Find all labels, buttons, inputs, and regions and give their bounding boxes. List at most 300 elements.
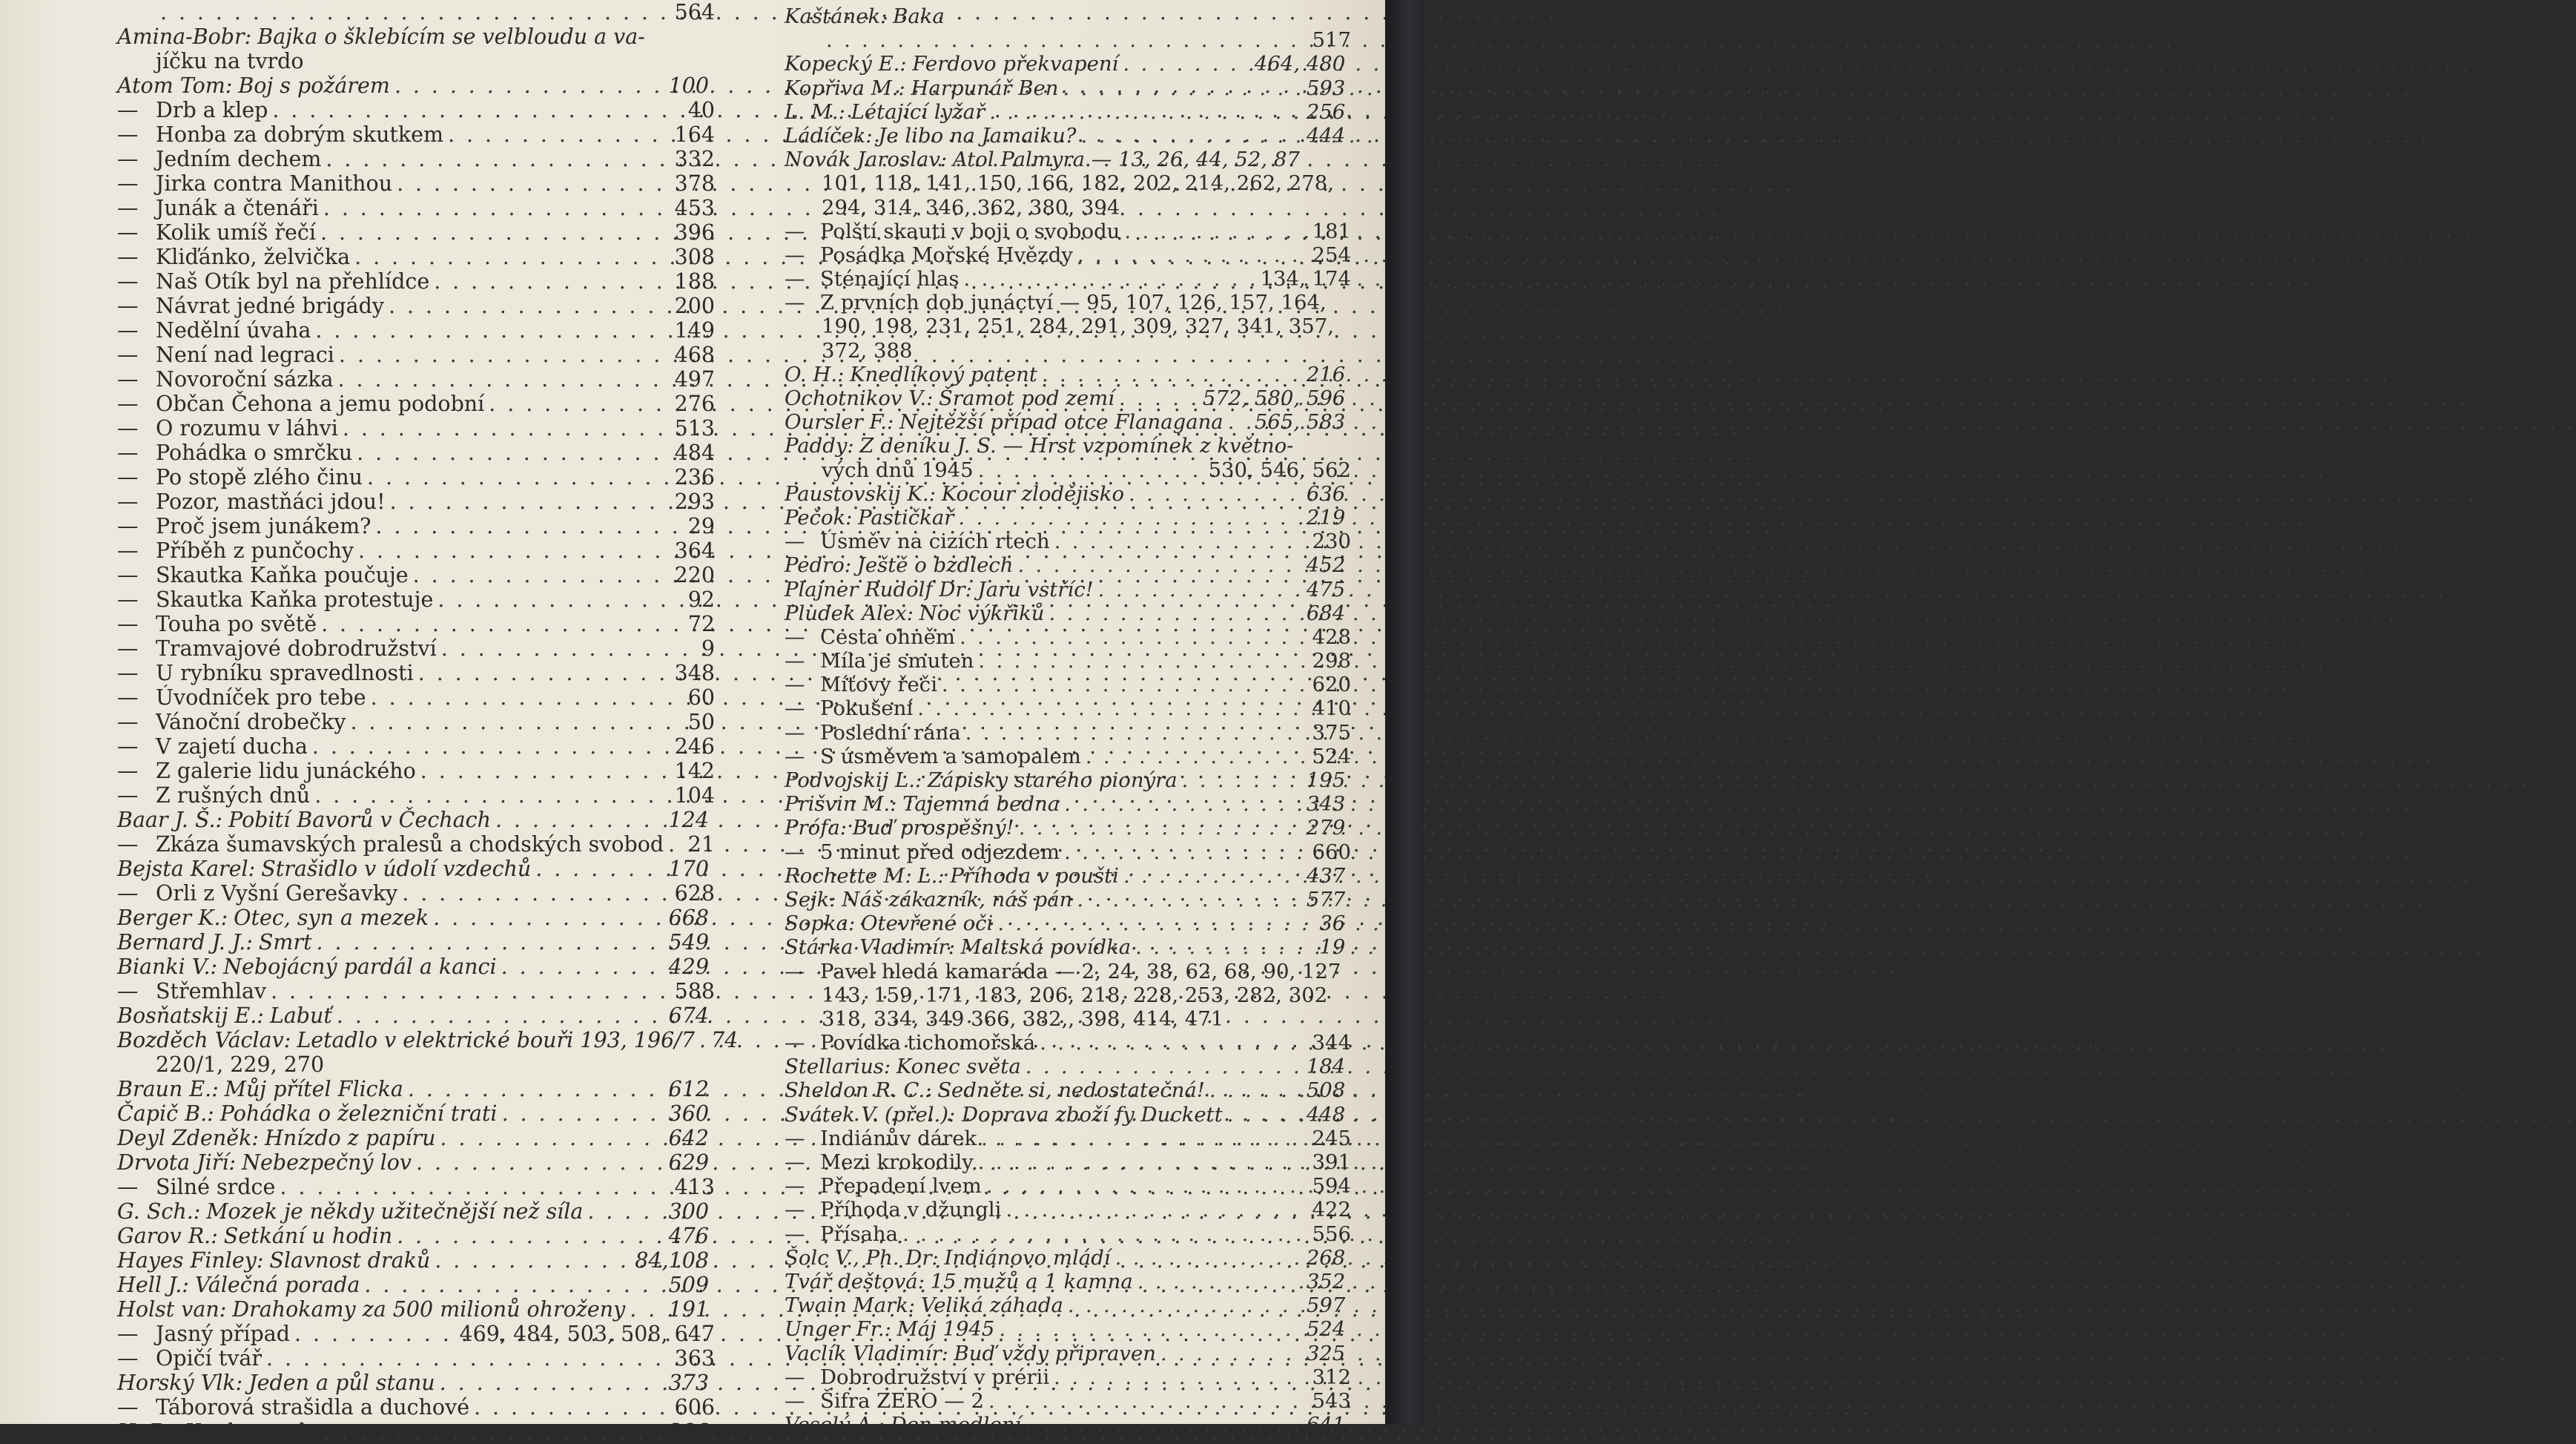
- entry-pages: 668: [668, 906, 710, 930]
- index-entry: [785, 171, 1351, 195]
- index-entry: [785, 1317, 1345, 1341]
- dot-leader: [501, 955, 664, 979]
- dot-leader: [826, 28, 1308, 52]
- index-entry: [785, 864, 1345, 888]
- entry-title: Vánoční drobečky: [156, 710, 346, 734]
- index-entry: [117, 1150, 709, 1175]
- entry-author: Baar J. Š.:: [117, 808, 223, 832]
- entry-author: Bejsta Karel:: [117, 857, 256, 881]
- entry-title: Návrat jedné brigády: [156, 294, 384, 318]
- dot-leader: [358, 538, 670, 563]
- entry-pages: 684: [1306, 601, 1346, 625]
- entry-pages: 642: [668, 1126, 710, 1150]
- dot-leader: [323, 1420, 664, 1444]
- dot-leader: [416, 1150, 664, 1175]
- entry-title: Knedlíkový patent: [850, 362, 1037, 386]
- entry-pages: 612: [668, 1077, 710, 1101]
- ditto-dash: —: [785, 291, 805, 315]
- index-entry: [117, 171, 715, 196]
- entry-author: O. H.:: [785, 362, 845, 386]
- index-entry: [785, 339, 1351, 363]
- index-entry: [785, 100, 1345, 124]
- entry-title: Posádka Mořské Hvězdy: [820, 243, 1073, 267]
- ditto-dash: —: [117, 367, 139, 392]
- dot-leader: [418, 661, 670, 685]
- entry-pages: 484: [674, 441, 715, 465]
- dot-leader: [1137, 1270, 1302, 1293]
- entry-pages: 268: [1306, 1245, 1346, 1270]
- entry-title: Otec, syn a mezek: [234, 906, 429, 930]
- entry-title: Skautka Kaňka poučuje: [156, 563, 409, 587]
- entry-pages: 577: [1306, 887, 1346, 911]
- dot-leader: [350, 710, 683, 734]
- ditto-dash: —: [117, 245, 139, 269]
- entry-author: Holst van:: [117, 1297, 227, 1322]
- index-entry: [117, 1101, 709, 1126]
- index-entry: [785, 1246, 1345, 1270]
- index-entry: [117, 636, 715, 661]
- ditto-dash: —: [117, 1395, 139, 1420]
- entry-title: (přel.): Doprava zboží fy Duckett: [884, 1102, 1223, 1127]
- ditto-dash: —: [117, 710, 139, 734]
- ditto-dash: —: [117, 171, 139, 196]
- entry-title: Sedněte si, nedostatečná!: [937, 1078, 1205, 1103]
- entry-title: Cesta ohněm: [820, 624, 955, 649]
- entry-pages: 312: [1312, 1365, 1351, 1389]
- index-entry: [785, 935, 1345, 959]
- entry-pages: 60: [687, 685, 715, 710]
- entry-pages: 497: [674, 367, 715, 392]
- index-entry: [117, 441, 715, 465]
- entry-author: Tvář deštová:: [785, 1269, 925, 1293]
- entry-title: Z prvních dob junáctví — 95, 107, 126, 157, 164,: [820, 291, 1327, 315]
- entry-pages: 373: [668, 1371, 710, 1395]
- entry-pages: 375: [1312, 720, 1351, 745]
- index-entry: [117, 832, 715, 857]
- entry-title: Orli z Vyšní Gerešavky: [156, 881, 398, 906]
- entry-title: Kolik umíš řečí: [156, 220, 316, 245]
- entry-title: Harpunář Ben: [911, 76, 1059, 100]
- entry-title: Jedním dechem: [156, 147, 322, 171]
- dot-leader: [1123, 52, 1249, 76]
- entry-author: Drvota Jiří:: [117, 1150, 237, 1175]
- index-entry: [785, 816, 1345, 840]
- index-entry: [117, 24, 709, 49]
- entry-pages: 448: [1306, 1102, 1346, 1127]
- entry-pages: 475: [1306, 577, 1346, 601]
- entry-title: 143, 159, 171, 183, 206, 218, 228, 253, 282, 302: [822, 983, 1328, 1007]
- dot-leader: [960, 625, 1308, 649]
- entry-pages: 660: [1312, 840, 1351, 864]
- dot-leader: [699, 1028, 707, 1052]
- entry-title: Náš zákazník, náš pán: [842, 887, 1073, 911]
- dot-leader: [397, 171, 670, 196]
- entry-pages: 429: [668, 955, 710, 979]
- index-entry: [117, 1224, 709, 1248]
- entry-title: Válečná porada: [194, 1273, 360, 1297]
- entry-title: Dobrodružství v prérii: [820, 1365, 1050, 1389]
- dot-leader: [1019, 816, 1302, 840]
- entry-pages: 164: [674, 122, 715, 147]
- index-entry: [785, 410, 1345, 434]
- index-entry: [785, 1078, 1345, 1102]
- dot-leader: [1064, 840, 1307, 864]
- index-entry: [785, 768, 1345, 792]
- entry-pages: 134, 174: [1260, 267, 1351, 291]
- ditto-dash: —: [117, 1322, 139, 1346]
- index-entry: [117, 269, 715, 294]
- entry-pages: 674: [668, 1003, 710, 1028]
- dot-leader: [402, 881, 670, 906]
- dot-leader: [1040, 1031, 1307, 1055]
- ditto-dash: —: [117, 318, 139, 343]
- index-entry: [117, 930, 709, 955]
- ditto-dash: —: [785, 1388, 805, 1413]
- entry-title: 15 mužů a 1 kamna: [930, 1269, 1133, 1293]
- index-entry: [117, 710, 715, 734]
- entry-pages: 220: [674, 563, 715, 587]
- ditto-dash: —: [117, 343, 139, 367]
- entry-pages: 468: [674, 343, 715, 367]
- entry-pages: 332: [674, 147, 715, 171]
- entry-pages: 286: [668, 1420, 710, 1444]
- ditto-dash: —: [117, 294, 139, 318]
- index-entry: [117, 1322, 715, 1346]
- dot-leader: [317, 930, 664, 955]
- index-entry: [117, 857, 709, 881]
- ditto-dash: —: [785, 696, 805, 721]
- entry-author: L. M.:: [785, 99, 845, 124]
- dot-leader: [942, 673, 1308, 696]
- entry-pages: 348: [674, 661, 715, 685]
- entry-pages: 530, 546, 562: [1208, 458, 1351, 482]
- index-entry: [785, 1150, 1351, 1174]
- dot-leader: [1129, 482, 1302, 506]
- index-entry: [117, 367, 715, 392]
- index-entry: [117, 783, 715, 808]
- entry-pages: 422: [1312, 1198, 1351, 1222]
- index-entry: [785, 220, 1351, 243]
- dot-leader: [1123, 864, 1302, 888]
- entry-title: Polští skauti v boji o svobodu: [820, 219, 1120, 243]
- dot-leader: [1068, 1293, 1302, 1317]
- ditto-dash: —: [117, 661, 139, 685]
- entry-pages: 360: [668, 1101, 710, 1126]
- entry-title: Ještě o bzdlech: [856, 553, 1014, 578]
- index-entry: [117, 514, 715, 538]
- dot-leader: [448, 122, 670, 147]
- dot-leader: [495, 808, 664, 832]
- ditto-dash: —: [117, 1175, 139, 1199]
- dot-leader: [1054, 1365, 1307, 1389]
- dot-leader: [339, 343, 670, 367]
- entry-pages: 628: [674, 881, 715, 906]
- entry-pages: 572, 580, 596: [1202, 386, 1346, 410]
- index-entry: [117, 416, 715, 441]
- index-entry: [785, 243, 1351, 267]
- entry-pages: 437: [1306, 863, 1346, 888]
- index-entry: [117, 587, 715, 612]
- index-entry: [785, 1293, 1345, 1317]
- dot-leader: [965, 721, 1308, 745]
- index-entry: [785, 792, 1345, 816]
- entry-title: Létající lyžař: [851, 99, 985, 124]
- index-entry: [785, 625, 1351, 649]
- ditto-dash: —: [117, 122, 139, 147]
- entry-author: Kopecký E.:: [785, 52, 907, 76]
- entry-pages: 104: [674, 783, 715, 808]
- index-entry: [785, 696, 1351, 720]
- entry-title: 294, 314, 346, 362, 380, 394: [822, 195, 1120, 220]
- index-entry: [785, 649, 1351, 673]
- ditto-dash: —: [117, 514, 139, 538]
- dot-leader: [535, 857, 664, 881]
- index-entry: [785, 1103, 1345, 1127]
- dot-leader: [338, 367, 670, 392]
- entry-title: 318, 334, 349 366, 382,, 398, 414, 471: [822, 1006, 1224, 1031]
- index-entry: [117, 734, 715, 759]
- entry-author: Prófa:: [785, 816, 848, 840]
- dot-leader: [1098, 578, 1302, 601]
- entry-title: Pokušení: [820, 696, 914, 721]
- entry-title: Občan Čehona a jemu podobní: [156, 392, 485, 416]
- ditto-dash: —: [117, 636, 139, 661]
- index-entry: [785, 1055, 1345, 1078]
- entry-author: Ochotnikov V.:: [785, 386, 934, 410]
- entry-title: Opičí tvář: [156, 1346, 262, 1371]
- entry-pages: 636: [1306, 481, 1346, 506]
- ditto-dash: —: [785, 1365, 805, 1389]
- dot-leader: [271, 979, 670, 1003]
- entry-title: Přísaha: [820, 1222, 899, 1246]
- ditto-dash: —: [117, 563, 139, 587]
- entry-pages: 476: [668, 1224, 710, 1248]
- entry-title: Míla je smuten: [820, 649, 974, 673]
- index-entry: [785, 28, 1351, 52]
- dot-leader: [408, 1077, 664, 1101]
- index-entry: [117, 1346, 715, 1371]
- ditto-dash: —: [117, 220, 139, 245]
- entry-title: Drb a klep: [156, 98, 268, 122]
- entry-title: 190, 198, 231, 251, 284, 291, 309, 327, 341, 357,: [822, 314, 1334, 339]
- index-entry: [785, 4, 1345, 28]
- entry-pages: 254: [1312, 243, 1351, 267]
- entry-author: Sheldon R. C.:: [785, 1078, 932, 1103]
- entry-pages: 556: [1312, 1222, 1351, 1246]
- entry-title: 101, 118, 141, 150, 166, 182, 202, 214, 262, 278,: [822, 171, 1334, 196]
- index-entry: [785, 363, 1345, 386]
- entry-title: Z rušných dnů: [156, 783, 311, 808]
- ditto-dash: —: [117, 489, 139, 514]
- index-entry: [785, 482, 1345, 506]
- dot-leader: [266, 1346, 670, 1371]
- entry-pages: 246: [674, 734, 715, 759]
- dot-leader: [321, 612, 684, 636]
- dot-leader: [323, 196, 670, 220]
- index-entry: [785, 1127, 1351, 1150]
- index-entry: [785, 1342, 1345, 1365]
- entry-pages: 92: [687, 587, 715, 612]
- ditto-dash: —: [785, 720, 805, 745]
- entry-author: Oursler F.:: [785, 410, 894, 435]
- entry-pages: 517: [1312, 28, 1351, 53]
- index-entry: [117, 1248, 709, 1273]
- entry-pages: 396: [674, 220, 715, 245]
- ditto-dash: —: [117, 1346, 139, 1371]
- index-entry: [117, 1077, 709, 1101]
- entry-title: Silné srdce: [156, 1175, 276, 1199]
- entry-pages: 100: [668, 73, 710, 98]
- index-entry: [785, 52, 1345, 76]
- entry-title: Pohádka o železniční trati: [219, 1101, 498, 1126]
- entry-author: G. Sch.:: [117, 1199, 201, 1224]
- dot-leader: [630, 1297, 664, 1322]
- entry-title: Míťovy řeči: [820, 673, 937, 697]
- entry-title: 372, 388: [822, 338, 913, 363]
- index-entry: [785, 911, 1345, 935]
- dot-leader: [1077, 888, 1301, 911]
- entry-author: Novák Jaroslav:: [785, 148, 948, 172]
- entry-pages: 256: [1306, 99, 1346, 124]
- ditto-dash: —: [117, 612, 139, 636]
- dot-leader: [986, 1174, 1308, 1198]
- entry-pages: 124: [668, 808, 710, 832]
- dot-leader: [375, 514, 683, 538]
- index-entry: [785, 1365, 1351, 1389]
- dot-leader: [435, 1248, 630, 1273]
- index-entry: [117, 808, 709, 832]
- ditto-dash: —: [785, 959, 805, 983]
- index-entry: [785, 148, 1345, 171]
- dot-leader: [997, 911, 1315, 935]
- ditto-dash: —: [785, 1198, 805, 1222]
- index-entry: [785, 506, 1345, 530]
- entry-pages: 170: [668, 857, 710, 881]
- dot-leader: [1182, 768, 1302, 792]
- entry-title: Úvodníček pro tebe: [156, 685, 366, 710]
- entry-pages: 149: [674, 318, 715, 343]
- entry-author: Sejk:: [785, 887, 836, 911]
- ditto-dash: —: [117, 269, 139, 294]
- entry-title: Pobití Bavorů v Čechach: [228, 808, 491, 832]
- ditto-dash: —: [117, 881, 139, 906]
- entry-title: Nejtěžší případ otce Flanagana: [899, 410, 1223, 435]
- dot-leader: [1119, 386, 1198, 410]
- entry-author: Unger Fr.:: [785, 1317, 891, 1342]
- dot-leader: [1135, 935, 1315, 959]
- index-entry: [785, 458, 1351, 482]
- dot-leader: [1124, 220, 1307, 243]
- dot-leader: [272, 98, 683, 122]
- entry-title: Honba za dobrým skutkem: [156, 122, 444, 147]
- index-entry: [117, 1003, 709, 1028]
- entry-pages: 508: [1306, 1078, 1346, 1103]
- entry-pages: 588: [674, 979, 715, 1003]
- entry-title: Z galerie lidu junáckého: [156, 759, 416, 783]
- index-entry: [117, 0, 715, 24]
- entry-title: Hnízdo z papíru: [264, 1126, 436, 1150]
- entry-author: Stárka Vladimír:: [785, 935, 955, 960]
- entry-title: Šramot pod zemí: [939, 386, 1114, 410]
- entry-pages: 352: [1306, 1269, 1346, 1293]
- entry-pages: 452: [1306, 553, 1346, 578]
- entry-pages: 565, 583: [1254, 410, 1346, 435]
- entry-title: Maltská povídka: [960, 935, 1132, 960]
- index-entry: [117, 1028, 739, 1052]
- index-entry: [785, 745, 1351, 768]
- entry-title: Kocour zlodějisko: [941, 481, 1125, 506]
- dot-leader: [397, 1224, 664, 1248]
- ditto-dash: —: [785, 219, 805, 243]
- entry-pages: 391: [1312, 1150, 1351, 1174]
- index-entry: [117, 489, 715, 514]
- entry-title: Úsměv na cizích rtech: [820, 530, 1050, 554]
- entry-title: Nebezpečný lov: [242, 1150, 412, 1175]
- entry-pages: 300: [668, 1199, 710, 1224]
- entry-author: Čapič B.:: [117, 1101, 214, 1126]
- entry-title: Zápisky starého pionýra: [927, 768, 1178, 792]
- entry-title: Kapka medu: [184, 1420, 318, 1444]
- entry-author: Kaštánek:: [785, 4, 888, 28]
- entry-pages: 236: [674, 465, 715, 489]
- ditto-dash: —: [117, 979, 139, 1003]
- ditto-dash: —: [117, 392, 139, 416]
- entry-title: Můj přítel Flicka: [224, 1077, 403, 1101]
- dot-leader: [440, 1126, 664, 1150]
- entry-author: Bianki V.:: [117, 955, 218, 979]
- dot-leader: [1054, 530, 1308, 553]
- entry-title: Příhoda v poušti: [950, 863, 1119, 888]
- entry-pages: 191: [668, 1297, 710, 1322]
- entry-title: Labuť: [269, 1003, 332, 1028]
- dot-leader: [434, 269, 670, 294]
- entry-author: H. B.:: [117, 1420, 179, 1444]
- entry-title: Máj 1945: [896, 1317, 995, 1342]
- entry-title: Smrt: [258, 930, 312, 955]
- dot-leader: [433, 906, 664, 930]
- entry-title: Sténající hlas: [820, 267, 960, 291]
- entry-pages: 308: [674, 245, 715, 269]
- dot-leader: [1042, 363, 1302, 386]
- entry-title: Indiánův dárek: [820, 1126, 977, 1150]
- ditto-dash: —: [117, 465, 139, 489]
- entry-author: Twain Mark:: [785, 1293, 916, 1318]
- entry-author: Bosňatskij E.:: [117, 1003, 264, 1028]
- entry-title: Boj s požárem: [238, 73, 390, 98]
- ditto-dash: —: [785, 673, 805, 697]
- entry-title: Atol Palmyra — 13, 26, 44, 52, 87: [952, 148, 1300, 172]
- dot-leader: [1026, 1413, 1302, 1437]
- background-edge: [1385, 0, 1424, 1424]
- entry-author: Hayes Finley:: [117, 1248, 264, 1273]
- entry-pages: 453: [674, 196, 715, 220]
- index-entry: [117, 392, 715, 416]
- entry-title: Po stopě zlého činu: [156, 465, 363, 489]
- entry-author: Paddy:: [785, 434, 854, 458]
- index-entry: [785, 553, 1345, 577]
- dot-leader: [160, 0, 670, 24]
- entry-pages: 188: [674, 269, 715, 294]
- index-entry: [785, 124, 1345, 148]
- index-entry: [785, 291, 1351, 314]
- index-entry: [117, 979, 715, 1003]
- entry-author: Stellarius:: [785, 1055, 891, 1079]
- entry-pages: 298: [1312, 649, 1351, 673]
- index-entry: [785, 434, 1345, 458]
- entry-pages: 464, 480: [1254, 52, 1346, 76]
- dot-leader: [981, 1127, 1307, 1150]
- ditto-dash: —: [785, 1031, 805, 1055]
